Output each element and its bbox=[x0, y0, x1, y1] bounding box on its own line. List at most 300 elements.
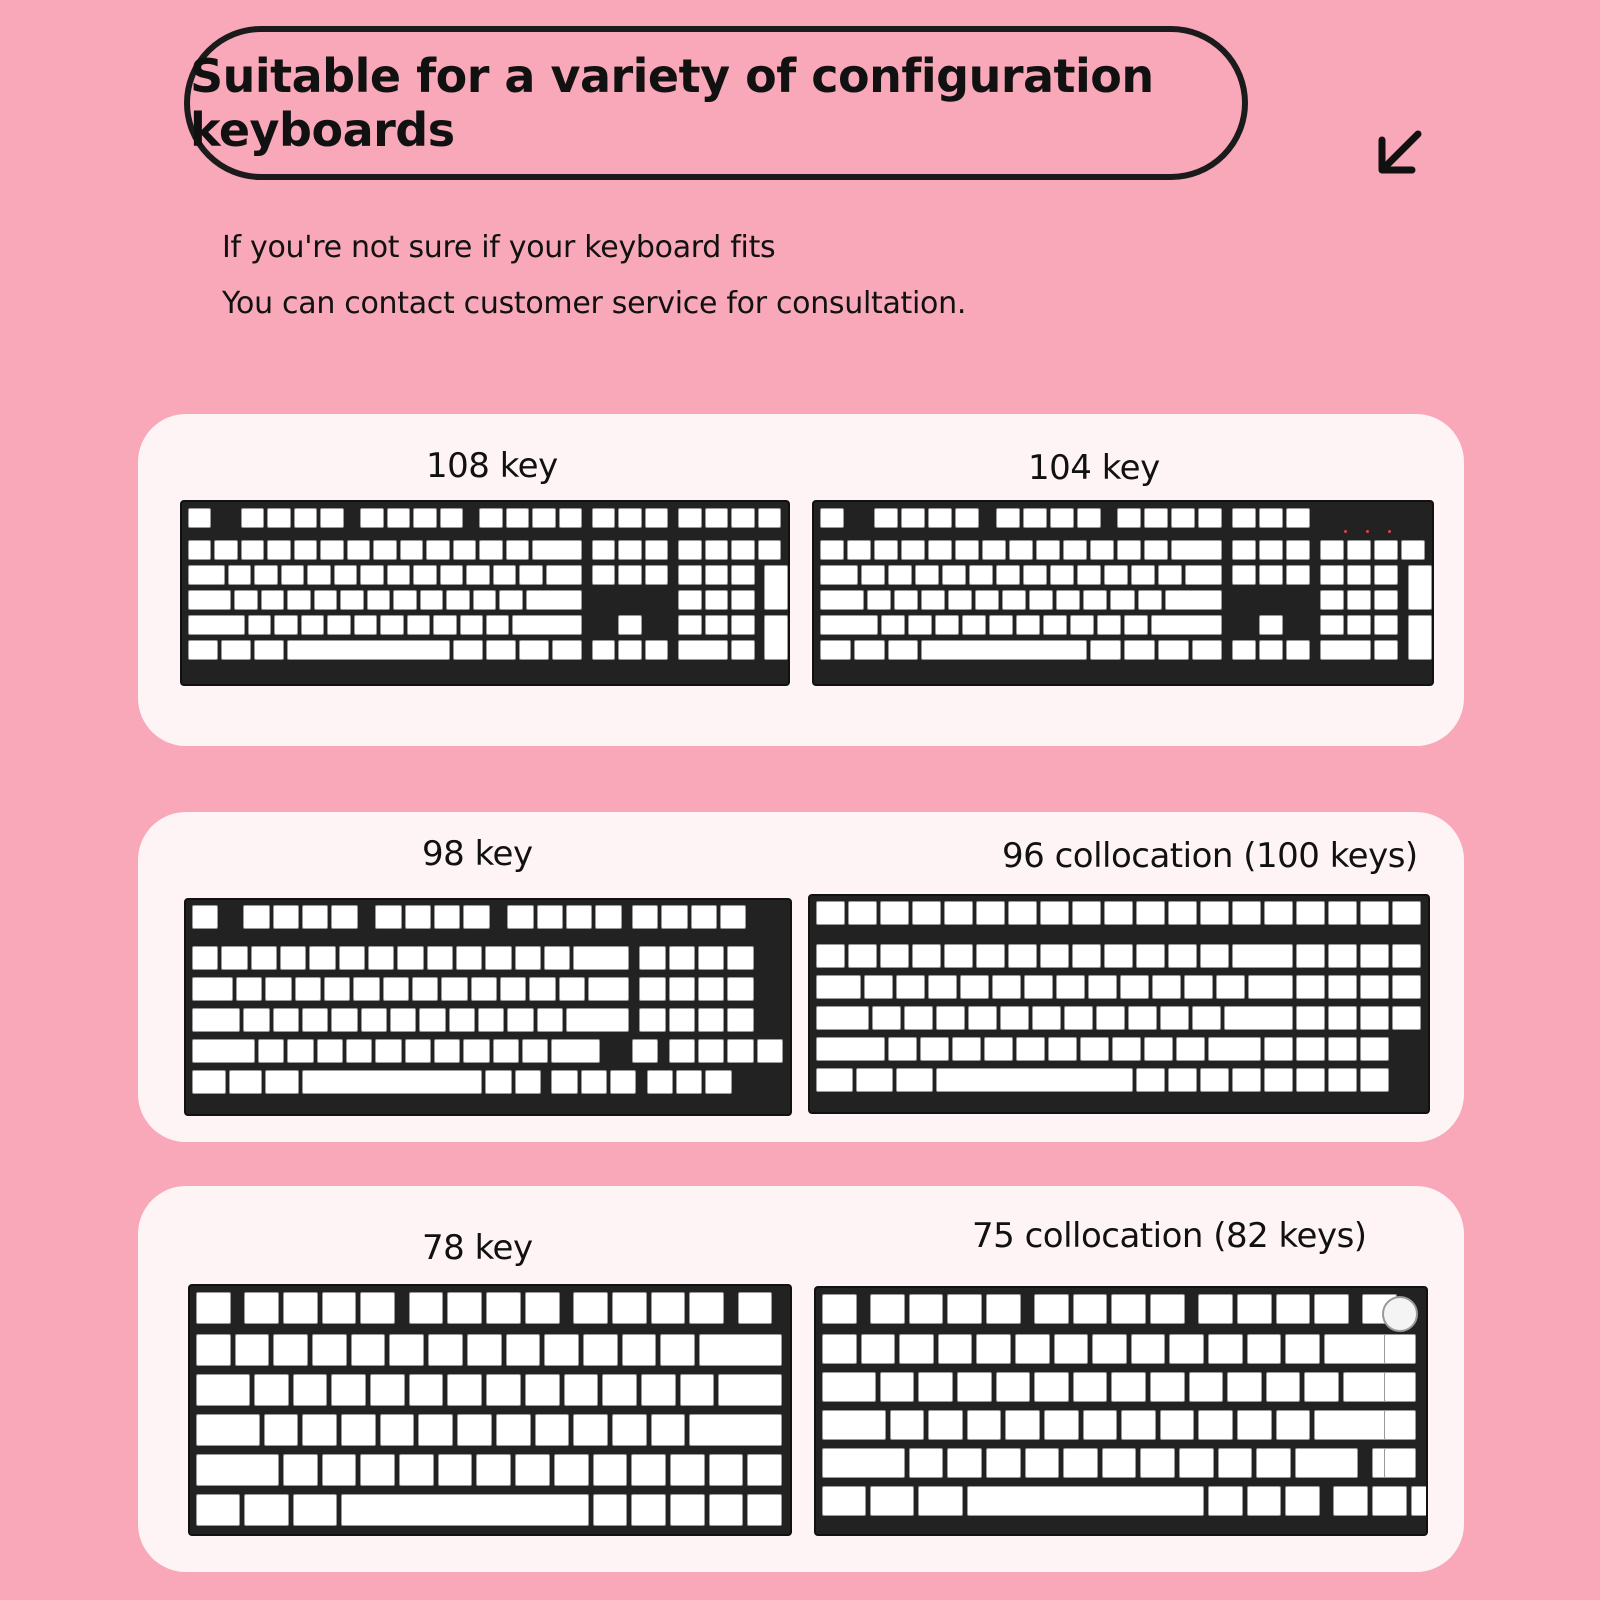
keycap bbox=[1063, 540, 1087, 560]
keycap bbox=[1259, 565, 1283, 585]
keycap bbox=[1048, 1037, 1077, 1061]
keycap bbox=[645, 540, 668, 560]
keycap bbox=[1384, 1410, 1416, 1440]
keycap bbox=[1025, 1448, 1060, 1478]
keycap bbox=[1136, 944, 1165, 968]
keycap bbox=[699, 1334, 782, 1366]
keycap bbox=[896, 1068, 933, 1092]
keycap bbox=[192, 905, 218, 929]
keycap bbox=[1117, 540, 1141, 560]
keycap bbox=[727, 1008, 753, 1032]
keycap bbox=[1034, 1372, 1069, 1402]
keycap bbox=[1111, 1372, 1146, 1402]
keycap bbox=[1150, 1294, 1185, 1324]
keycap bbox=[942, 565, 966, 585]
keycap bbox=[1296, 944, 1325, 968]
keycap bbox=[592, 540, 615, 560]
keycap bbox=[709, 1494, 744, 1526]
keycap bbox=[957, 1372, 992, 1402]
keycap bbox=[996, 565, 1020, 585]
keycap bbox=[1131, 1334, 1166, 1364]
keycap bbox=[996, 508, 1020, 528]
keycap bbox=[341, 1414, 376, 1446]
keycap bbox=[874, 508, 898, 528]
keycap bbox=[1259, 640, 1283, 660]
keycap bbox=[1360, 975, 1389, 999]
keycap bbox=[261, 590, 284, 610]
keycap bbox=[976, 944, 1005, 968]
keycap bbox=[1050, 508, 1074, 528]
keycap bbox=[433, 615, 456, 635]
keycap bbox=[243, 905, 269, 929]
keycap bbox=[727, 946, 753, 970]
keycap bbox=[1374, 590, 1398, 610]
keycap bbox=[360, 508, 383, 528]
keycap bbox=[360, 1454, 395, 1486]
keycap bbox=[928, 975, 957, 999]
keycap bbox=[1320, 590, 1344, 610]
keycap bbox=[486, 1374, 521, 1406]
keycap bbox=[519, 565, 542, 585]
keycap bbox=[1124, 615, 1148, 635]
keycap bbox=[632, 905, 658, 929]
keycap bbox=[1384, 1448, 1416, 1478]
keycap bbox=[418, 1414, 453, 1446]
keycap bbox=[1347, 590, 1371, 610]
keycap bbox=[969, 565, 993, 585]
keycap bbox=[669, 1039, 695, 1063]
keycap bbox=[327, 615, 350, 635]
keycap bbox=[192, 1070, 226, 1094]
keycap bbox=[1036, 540, 1060, 560]
keycap bbox=[1083, 590, 1107, 610]
keycap bbox=[1247, 1334, 1282, 1364]
keycap bbox=[1286, 508, 1310, 528]
keycap bbox=[234, 590, 257, 610]
keycap bbox=[340, 590, 363, 610]
volume-knob bbox=[1382, 1296, 1418, 1332]
keycap bbox=[986, 1448, 1021, 1478]
keycap bbox=[928, 1410, 963, 1440]
keycap bbox=[758, 508, 781, 528]
keycap bbox=[612, 1292, 647, 1324]
keycap bbox=[409, 1292, 444, 1324]
keycap bbox=[265, 1070, 299, 1094]
keyboard-104-image bbox=[812, 500, 1434, 686]
keycap bbox=[283, 1454, 318, 1486]
keycap bbox=[705, 540, 728, 560]
keycap bbox=[188, 540, 211, 560]
keycap bbox=[1296, 901, 1325, 925]
keycap bbox=[915, 565, 939, 585]
keycap bbox=[440, 565, 463, 585]
keycap bbox=[1104, 901, 1133, 925]
keycap bbox=[583, 1334, 618, 1366]
keycap bbox=[1328, 944, 1357, 968]
keycap bbox=[1016, 615, 1040, 635]
keycap bbox=[506, 540, 529, 560]
keycap bbox=[816, 1068, 853, 1092]
keycap bbox=[1124, 640, 1155, 660]
keycap bbox=[622, 1334, 657, 1366]
keycap bbox=[631, 1454, 666, 1486]
keycap bbox=[880, 944, 909, 968]
keycap bbox=[861, 1334, 896, 1364]
keycap bbox=[254, 1374, 289, 1406]
keycap bbox=[368, 946, 394, 970]
keycap bbox=[1285, 1334, 1320, 1364]
keycap bbox=[670, 1494, 705, 1526]
keycap bbox=[339, 946, 365, 970]
keycap bbox=[888, 1037, 917, 1061]
keycap bbox=[822, 1372, 876, 1402]
keycap bbox=[1192, 640, 1223, 660]
keycap bbox=[592, 565, 615, 585]
keycap bbox=[1117, 508, 1141, 528]
keycap bbox=[399, 1454, 434, 1486]
keycap bbox=[188, 590, 231, 610]
keycap bbox=[407, 615, 430, 635]
keycap bbox=[453, 640, 483, 660]
keycap bbox=[881, 615, 905, 635]
keycap bbox=[485, 946, 511, 970]
keycap bbox=[1320, 615, 1344, 635]
keycap bbox=[639, 1008, 665, 1032]
keycap bbox=[283, 1292, 318, 1324]
keycap bbox=[1266, 1372, 1301, 1402]
keycap bbox=[573, 1292, 608, 1324]
keycap bbox=[1320, 565, 1344, 585]
keycap bbox=[1328, 1037, 1357, 1061]
keycap bbox=[718, 1374, 782, 1406]
keycap bbox=[651, 1292, 686, 1324]
keycap bbox=[281, 565, 304, 585]
keycap bbox=[554, 1454, 589, 1486]
keycap bbox=[287, 640, 450, 660]
keycap bbox=[1158, 640, 1189, 660]
keycap bbox=[1044, 1410, 1079, 1440]
keycap bbox=[1296, 1037, 1325, 1061]
keycap bbox=[525, 1292, 560, 1324]
indicator-light bbox=[1344, 530, 1347, 533]
keycap bbox=[478, 1008, 504, 1032]
keycap bbox=[1121, 1410, 1156, 1440]
keycap bbox=[188, 565, 225, 585]
keycap bbox=[479, 540, 502, 560]
keycap bbox=[1112, 1037, 1141, 1061]
keycap bbox=[1192, 1006, 1221, 1030]
keycap bbox=[1111, 1294, 1146, 1324]
keycap bbox=[669, 977, 695, 1001]
keycap bbox=[258, 1039, 284, 1063]
keycap bbox=[287, 1039, 313, 1063]
keycap bbox=[334, 565, 357, 585]
keycap bbox=[1077, 508, 1101, 528]
keyboard-98-image bbox=[184, 898, 792, 1116]
keycap bbox=[1168, 944, 1197, 968]
keycap bbox=[1008, 901, 1037, 925]
subtitle-line-2: You can contact customer service for consultation. bbox=[222, 286, 967, 321]
keycap bbox=[1304, 1372, 1339, 1402]
keycap bbox=[1227, 1372, 1262, 1402]
keycap bbox=[912, 901, 941, 925]
keycap bbox=[581, 1070, 607, 1094]
keycap bbox=[1286, 540, 1310, 560]
keycap bbox=[1285, 1486, 1320, 1516]
keycap bbox=[1208, 1334, 1243, 1364]
keycap bbox=[758, 540, 781, 560]
keycap bbox=[944, 944, 973, 968]
keycap bbox=[426, 540, 449, 560]
keycap bbox=[301, 615, 324, 635]
keycap bbox=[1232, 640, 1256, 660]
keycap bbox=[383, 977, 409, 1001]
keycap bbox=[1160, 1410, 1195, 1440]
keycap bbox=[1374, 540, 1398, 560]
keycap bbox=[1374, 615, 1398, 635]
keycap bbox=[1200, 1068, 1229, 1092]
keycap bbox=[515, 1454, 550, 1486]
keycap bbox=[1056, 590, 1080, 610]
keycap bbox=[361, 1008, 387, 1032]
keycap bbox=[314, 590, 337, 610]
keycap bbox=[1347, 615, 1371, 635]
keycap bbox=[1179, 1448, 1214, 1478]
keycap bbox=[1120, 975, 1149, 999]
keycap bbox=[962, 615, 986, 635]
keycap bbox=[413, 508, 436, 528]
headline-text: Suitable for a variety of configuration keyboards bbox=[190, 49, 1154, 157]
keycap bbox=[1063, 1448, 1098, 1478]
keycap bbox=[709, 1454, 744, 1486]
keycap bbox=[559, 977, 585, 1001]
keycap bbox=[731, 640, 754, 660]
keycap bbox=[1208, 1037, 1261, 1061]
keycap bbox=[375, 1039, 401, 1063]
keycap bbox=[309, 946, 335, 970]
keycap bbox=[856, 1068, 893, 1092]
keycap bbox=[593, 1454, 628, 1486]
keycap bbox=[228, 565, 251, 585]
keycap bbox=[1264, 901, 1293, 925]
keycap bbox=[192, 1039, 255, 1063]
keycap bbox=[496, 1414, 531, 1446]
keycap bbox=[244, 1292, 279, 1324]
keycap bbox=[236, 977, 262, 1001]
keycap bbox=[1171, 508, 1195, 528]
keycap bbox=[678, 565, 701, 585]
keycap bbox=[1185, 565, 1223, 585]
keycap bbox=[899, 1334, 934, 1364]
keycap bbox=[380, 1414, 415, 1446]
keycap bbox=[890, 1410, 925, 1440]
keycap bbox=[387, 565, 410, 585]
keycap bbox=[1034, 1294, 1069, 1324]
keycap bbox=[651, 1414, 686, 1446]
keycap bbox=[302, 1414, 337, 1446]
keyboard-title-75: 75 collocation (82 keys) bbox=[972, 1216, 1367, 1256]
keycap bbox=[822, 1294, 857, 1324]
keycap bbox=[1040, 944, 1069, 968]
keycap bbox=[457, 1414, 492, 1446]
keycap bbox=[1080, 1037, 1109, 1061]
keycap bbox=[822, 1448, 905, 1478]
keycap bbox=[1360, 1037, 1389, 1061]
keycap bbox=[346, 1039, 372, 1063]
keycap bbox=[479, 508, 502, 528]
keycap bbox=[221, 640, 251, 660]
keycap bbox=[453, 540, 476, 560]
keycap bbox=[1198, 1410, 1233, 1440]
keycap bbox=[1032, 1006, 1061, 1030]
keyboard-title-108: 108 key bbox=[426, 446, 558, 486]
keycap bbox=[854, 640, 885, 660]
keycap bbox=[322, 1292, 357, 1324]
keycap bbox=[618, 508, 641, 528]
keycap bbox=[1005, 1410, 1040, 1440]
keycap bbox=[689, 1292, 724, 1324]
keycap bbox=[661, 905, 687, 929]
keycap bbox=[1296, 1068, 1325, 1092]
keycap bbox=[955, 508, 979, 528]
keycap bbox=[1232, 508, 1256, 528]
keycap bbox=[512, 615, 582, 635]
keycap bbox=[1056, 975, 1085, 999]
keycap bbox=[861, 565, 885, 585]
keycap bbox=[698, 977, 724, 1001]
keycap bbox=[618, 640, 641, 660]
keycap bbox=[727, 977, 753, 1001]
keycap bbox=[559, 508, 582, 528]
keycap bbox=[196, 1454, 279, 1486]
keycap bbox=[1144, 540, 1168, 560]
keycap bbox=[280, 946, 306, 970]
keycap bbox=[537, 1008, 563, 1032]
keycap bbox=[1088, 975, 1117, 999]
keycap bbox=[473, 590, 496, 610]
keycap bbox=[908, 615, 932, 635]
keycap bbox=[992, 975, 1021, 999]
keycap bbox=[273, 1008, 299, 1032]
keycap bbox=[1002, 590, 1026, 610]
keycap bbox=[1256, 1448, 1291, 1478]
keycap bbox=[1360, 1068, 1389, 1092]
keycap bbox=[1259, 508, 1283, 528]
keycap bbox=[506, 1334, 541, 1366]
keycap bbox=[747, 1494, 782, 1526]
keycap bbox=[221, 946, 247, 970]
keycap bbox=[320, 508, 343, 528]
keycap bbox=[373, 540, 396, 560]
keycap bbox=[507, 905, 533, 929]
keycap bbox=[566, 905, 592, 929]
headline-banner bbox=[184, 26, 1248, 180]
keycap bbox=[375, 905, 401, 929]
keycap bbox=[989, 615, 1013, 635]
keycap bbox=[822, 1410, 886, 1440]
keycap bbox=[731, 508, 754, 528]
keycap bbox=[380, 615, 403, 635]
keycap bbox=[248, 615, 271, 635]
keycap bbox=[274, 615, 297, 635]
keycap bbox=[1083, 1410, 1118, 1440]
keyboard-title-78: 78 key bbox=[422, 1228, 533, 1268]
keycap bbox=[506, 508, 529, 528]
keycap bbox=[535, 1414, 570, 1446]
keycap bbox=[669, 1008, 695, 1032]
keycap bbox=[393, 590, 416, 610]
keycap bbox=[641, 1374, 676, 1406]
keycap bbox=[1276, 1410, 1311, 1440]
keycap bbox=[984, 1037, 1013, 1061]
keycap bbox=[1016, 1037, 1045, 1061]
keycap bbox=[413, 565, 436, 585]
keycap bbox=[847, 540, 871, 560]
keycap bbox=[867, 590, 891, 610]
keycap bbox=[816, 901, 845, 925]
keycap bbox=[888, 565, 912, 585]
keycap bbox=[254, 565, 277, 585]
keycap bbox=[1328, 975, 1357, 999]
keycap bbox=[1232, 901, 1261, 925]
keycap bbox=[678, 508, 701, 528]
keycap bbox=[519, 640, 549, 660]
keycap bbox=[293, 1374, 328, 1406]
keycap bbox=[1314, 1294, 1349, 1324]
keycap bbox=[618, 565, 641, 585]
subtitle-line-1: If you're not sure if your keyboard fits bbox=[222, 230, 776, 265]
keycap bbox=[909, 1294, 944, 1324]
keyboard-75-image bbox=[814, 1286, 1428, 1536]
keycap bbox=[235, 1334, 270, 1366]
keycap bbox=[307, 565, 330, 585]
keycap bbox=[901, 540, 925, 560]
keycap bbox=[593, 1494, 628, 1526]
keycap bbox=[1189, 1372, 1224, 1402]
keycap bbox=[918, 1486, 962, 1516]
keycap bbox=[1072, 944, 1101, 968]
keycap bbox=[1237, 1410, 1272, 1440]
keycap bbox=[848, 944, 877, 968]
keycap bbox=[1218, 1448, 1253, 1478]
keycap bbox=[1171, 540, 1222, 560]
keycap bbox=[1401, 540, 1425, 560]
keycap bbox=[967, 1410, 1002, 1440]
keycap bbox=[1374, 565, 1398, 585]
keycap bbox=[705, 1070, 731, 1094]
keycap bbox=[747, 1454, 782, 1486]
keycap bbox=[320, 540, 343, 560]
keycap bbox=[1140, 1448, 1175, 1478]
keycap bbox=[588, 977, 629, 1001]
keycap bbox=[446, 590, 469, 610]
keycap bbox=[822, 1334, 857, 1364]
keycap bbox=[428, 1334, 463, 1366]
keycap bbox=[1136, 901, 1165, 925]
keycap bbox=[720, 905, 746, 929]
keycap bbox=[872, 1006, 901, 1030]
keycap bbox=[420, 590, 443, 610]
keycap bbox=[1023, 508, 1047, 528]
keycap bbox=[532, 540, 582, 560]
keycap bbox=[564, 1374, 599, 1406]
keycap bbox=[287, 590, 310, 610]
keycap bbox=[367, 590, 390, 610]
keycap bbox=[874, 540, 898, 560]
keycap bbox=[302, 1070, 482, 1094]
keycap bbox=[1077, 565, 1101, 585]
keycap bbox=[909, 1448, 944, 1478]
